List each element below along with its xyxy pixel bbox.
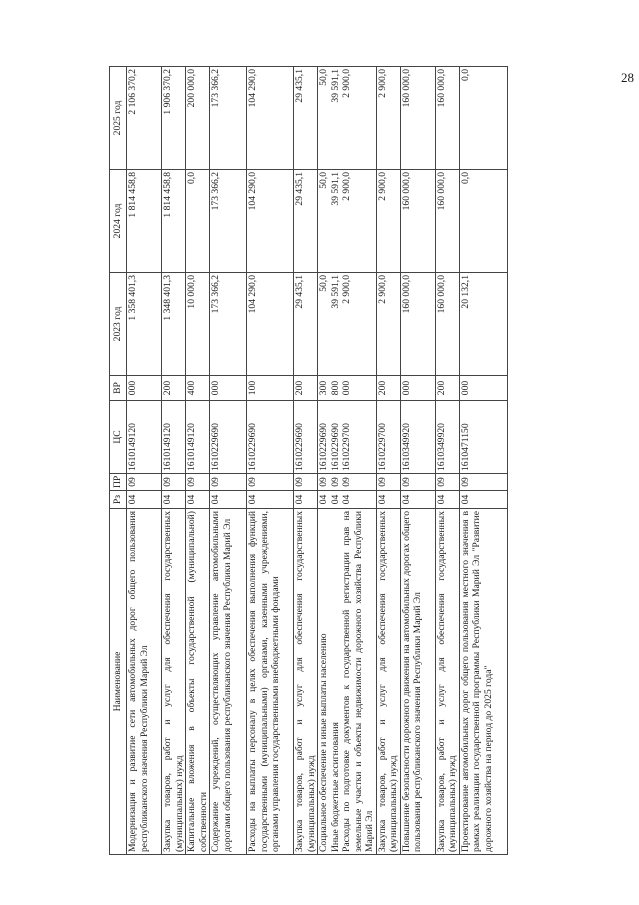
row-cs: 1610149120 bbox=[127, 401, 162, 474]
row-name: Закупка товаров, работ и услуг для обеспечения государственных (муниципальных) нужд bbox=[376, 509, 400, 855]
row-2023-line: 50,0 bbox=[318, 275, 329, 292]
row-vr: 000 bbox=[400, 376, 435, 401]
row-2025: 160 000,0 bbox=[435, 67, 459, 170]
row-2025: 0,0 bbox=[459, 67, 507, 170]
row-pr: 09 bbox=[127, 474, 162, 491]
row-2024: 2 900,0 bbox=[376, 170, 400, 273]
row-2023 bbox=[318, 273, 377, 376]
row-pr-line: 09 bbox=[341, 477, 352, 487]
header-name: Наименование bbox=[110, 509, 127, 855]
row-2024: 104 290,0 bbox=[247, 170, 294, 273]
row-vr: 100 bbox=[247, 376, 294, 401]
row-rz: 04 bbox=[376, 491, 400, 509]
row-rz: 04 bbox=[435, 491, 459, 509]
row-cs: 1610229690 bbox=[210, 401, 247, 474]
row-2023: 173 366,2 bbox=[210, 273, 247, 376]
row-cs: 1610149120 bbox=[186, 401, 210, 474]
row-name: Закупка товаров, работ и услуг для обеспечения государственных (муниципальных) нужд bbox=[162, 509, 186, 855]
row-cs: 1610149120 bbox=[162, 401, 186, 474]
row-2023: 2 900,0 bbox=[376, 273, 400, 376]
row-2023: 104 290,0 bbox=[247, 273, 294, 376]
row-vr bbox=[318, 376, 377, 401]
row-pr: 09 bbox=[376, 474, 400, 491]
header-pr: ПР bbox=[110, 474, 127, 491]
table-row bbox=[400, 67, 435, 855]
row-2023: 1 348 401,3 bbox=[162, 273, 186, 376]
header-cs: ЦС bbox=[110, 401, 127, 474]
row-vr: 000 bbox=[459, 376, 507, 401]
row-vr: 400 bbox=[186, 376, 210, 401]
row-rz: 04 bbox=[162, 491, 186, 509]
row-2024: 29 435,1 bbox=[294, 170, 318, 273]
row-name-line: Иные бюджетные ассигнования bbox=[329, 722, 341, 852]
table-header-row bbox=[110, 67, 127, 855]
row-pr-line: 09 bbox=[329, 477, 341, 487]
row-2023: 1 358 401,3 bbox=[127, 273, 162, 376]
row-cs-line: 1610229690 bbox=[329, 423, 341, 471]
row-vr-line: 000 bbox=[341, 380, 352, 396]
row-rz: 04 bbox=[127, 491, 162, 509]
row-name: Закупка товаров, работ и услуг для обеспечения государственных (муниципальных) нужд bbox=[294, 509, 318, 855]
row-2023: 20 132,1 bbox=[459, 273, 507, 376]
row-name: Содержание учреждений, осуществляющих управление автомобильными дорогами общего пользования республиканского значения Республики Марий Эл bbox=[210, 509, 247, 855]
row-2023: 10 000,0 bbox=[186, 273, 210, 376]
row-2024-line: 39 591,1 bbox=[329, 172, 341, 206]
row-2023-line: 39 591,1 bbox=[329, 275, 341, 309]
row-pr bbox=[318, 474, 377, 491]
row-2024-line: 50,0 bbox=[318, 172, 329, 189]
row-rz: 04 bbox=[294, 491, 318, 509]
table-row bbox=[459, 67, 507, 855]
row-2025-line: 2 900,0 bbox=[341, 69, 352, 98]
row-rz-line: 04 bbox=[341, 494, 352, 505]
row-rz-line: 04 bbox=[329, 494, 341, 505]
row-2024-line: 2 900,0 bbox=[341, 172, 352, 201]
table-row bbox=[294, 67, 318, 855]
row-pr: 09 bbox=[459, 474, 507, 491]
row-2025: 104 290,0 bbox=[247, 67, 294, 170]
row-pr: 09 bbox=[210, 474, 247, 491]
header-2025: 2025 год bbox=[110, 67, 127, 170]
row-2023: 160 000,0 bbox=[435, 273, 459, 376]
table-row bbox=[127, 67, 162, 855]
row-2024: 1 814 458,8 bbox=[162, 170, 186, 273]
row-name-line: Социальное обеспечение и иные выплаты населению bbox=[318, 633, 329, 852]
row-2024 bbox=[318, 170, 377, 273]
row-rz: 04 bbox=[400, 491, 435, 509]
row-2023: 160 000,0 bbox=[400, 273, 435, 376]
header-2024: 2024 год bbox=[110, 170, 127, 273]
row-rz-line: 04 bbox=[318, 494, 329, 505]
row-2025: 173 366,2 bbox=[210, 67, 247, 170]
row-2024: 0,0 bbox=[186, 170, 210, 273]
row-rz: 04 bbox=[210, 491, 247, 509]
row-2023-line: 2 900,0 bbox=[341, 275, 352, 304]
row-rz: 04 bbox=[459, 491, 507, 509]
row-2025: 2 106 370,2 bbox=[127, 67, 162, 170]
row-cs-line: 1610229690 bbox=[318, 423, 329, 471]
row-cs: 1610349920 bbox=[400, 401, 435, 474]
row-rz: 04 bbox=[186, 491, 210, 509]
row-pr: 09 bbox=[400, 474, 435, 491]
row-2024: 160 000,0 bbox=[435, 170, 459, 273]
row-pr: 09 bbox=[162, 474, 186, 491]
row-pr: 09 bbox=[435, 474, 459, 491]
table-row-group bbox=[318, 67, 377, 855]
row-2025-line: 39 591,1 bbox=[329, 69, 341, 103]
budget-table bbox=[109, 66, 508, 855]
row-2024: 1 814 458,8 bbox=[127, 170, 162, 273]
row-name: Модернизация и развитие сети автомобильных дорог общего пользования республиканского значения Республики Марий Эл bbox=[127, 509, 162, 855]
row-cs: 1610229700 bbox=[376, 401, 400, 474]
table-row bbox=[186, 67, 210, 855]
row-pr: 09 bbox=[294, 474, 318, 491]
table-row bbox=[210, 67, 247, 855]
row-vr: 000 bbox=[127, 376, 162, 401]
row-2024: 173 366,2 bbox=[210, 170, 247, 273]
table-row bbox=[435, 67, 459, 855]
row-vr: 200 bbox=[162, 376, 186, 401]
row-vr: 200 bbox=[435, 376, 459, 401]
row-vr-line: 300 bbox=[318, 380, 329, 396]
row-name bbox=[318, 509, 377, 855]
row-2023: 29 435,1 bbox=[294, 273, 318, 376]
row-2024: 0,0 bbox=[459, 170, 507, 273]
row-name: Капитальные вложения в объекты государственной (муниципальной) собственности bbox=[186, 509, 210, 855]
row-pr-line: 09 bbox=[318, 477, 329, 487]
row-cs-line: 1610229700 bbox=[341, 423, 352, 471]
row-2025: 160 000,0 bbox=[400, 67, 435, 170]
row-2025: 2 900,0 bbox=[376, 67, 400, 170]
row-vr: 000 bbox=[210, 376, 247, 401]
row-vr: 200 bbox=[294, 376, 318, 401]
header-2023: 2023 год bbox=[110, 273, 127, 376]
rotated-page bbox=[109, 67, 620, 855]
row-2024: 160 000,0 bbox=[400, 170, 435, 273]
row-vr: 200 bbox=[376, 376, 400, 401]
row-pr: 09 bbox=[186, 474, 210, 491]
row-2025: 200 000,0 bbox=[186, 67, 210, 170]
row-name: Расходы на выплаты персоналу в целях обеспечения выполнения функций государственными (муниципальными) органами, казенными учреждениями, органами управления государственными внебюджетными фондами bbox=[247, 509, 294, 855]
row-rz: 04 bbox=[247, 491, 294, 509]
row-2025 bbox=[318, 67, 377, 170]
row-name: Закупка товаров, работ и услуг для обеспечения государственных (муниципальных) нужд bbox=[435, 509, 459, 855]
header-vr: ВР bbox=[110, 376, 127, 401]
row-cs: 1610471150 bbox=[459, 401, 507, 474]
table-row bbox=[247, 67, 294, 855]
row-rz bbox=[318, 491, 377, 509]
row-2025: 1 906 370,2 bbox=[162, 67, 186, 170]
row-name: Проектирование автомобильных дорог общего пользования местного значения в рамках реализации государственной программы Республики Марий Эл "Развитие дорожного хозяйства на период до 2025 года" bbox=[459, 509, 507, 855]
table-row bbox=[376, 67, 400, 855]
row-2025: 29 435,1 bbox=[294, 67, 318, 170]
row-name: Повышение безопасности дорожного движения на автомобильных дорогах общего пользования республиканского значения Республики Марий Эл bbox=[400, 509, 435, 855]
row-name-line: Расходы по подготовке документов к государственной регистрации прав на земельные участки и объекты недвижимости дорожного хозяйства Республики Марий Эл bbox=[341, 511, 375, 852]
table-row bbox=[162, 67, 186, 855]
page-number: 28 bbox=[621, 70, 634, 85]
row-vr-line: 800 bbox=[329, 380, 341, 396]
header-rz: Рз bbox=[110, 491, 127, 509]
row-cs: 1610229690 bbox=[294, 401, 318, 474]
row-2025-line: 50,0 bbox=[318, 69, 329, 86]
row-cs: 1610349920 bbox=[435, 401, 459, 474]
row-cs bbox=[318, 401, 377, 474]
row-cs: 1610229690 bbox=[247, 401, 294, 474]
row-pr: 09 bbox=[247, 474, 294, 491]
